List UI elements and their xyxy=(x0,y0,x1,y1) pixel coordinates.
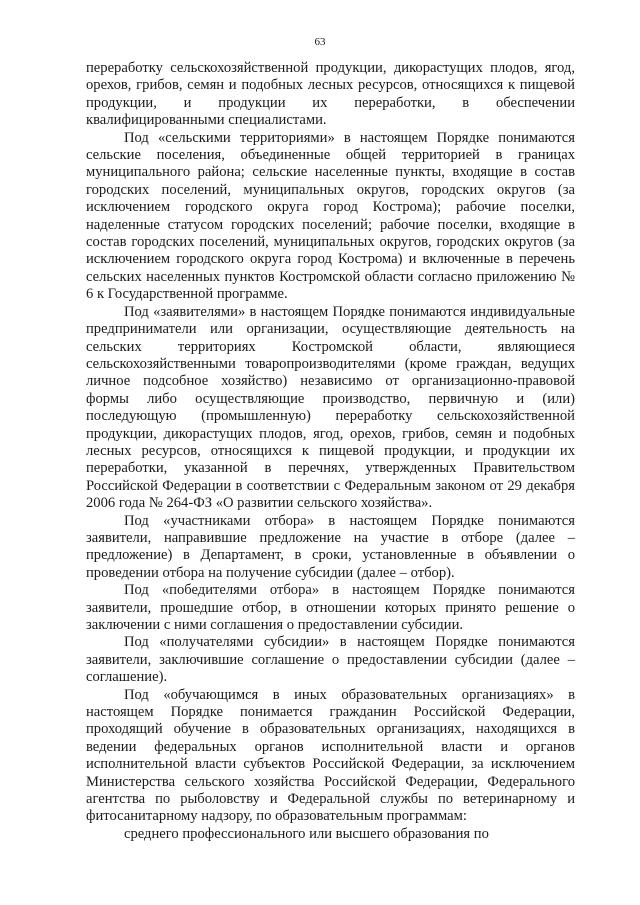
paragraph-rural-territories: Под «сельскими территориями» в настоящем Порядке понимаются сельские поселения, объединенные общей территорией в границах муниципального района; сельские населенные пункты, входящие в состав городских поселений, муниципальных округов, городских округов (за исключением городского округа город Кострома); рабочие поселки, наделенные статусом городских поселений; рабочие поселки, входящие в состав городских поселений, муниципальных округов, городских округов (за исключением городского округа город Кострома) и включенные в перечень сельских населенных пунктов Костромской области согласно приложению № 6 к Государственной программе. xyxy=(86,129,575,303)
paragraph-selection-participants: Под «участниками отбора» в настоящем Порядке понимаются заявители, направившие предложение на участие в отборе (далее – предложение) в Департамент, в сроки, установленные в объявлении о проведении отбора на получение субсидии (далее – отбор). xyxy=(86,512,575,581)
document-body xyxy=(86,60,575,843)
paragraph-continuation: переработку сельскохозяйственной продукции, дикорастущих плодов, ягод, орехов, грибов, семян и подобных лесных ресурсов, относящихся к пищевой продукции, и продукции их переработки, в обеспечении квалифицированными специалистами. xyxy=(86,60,575,129)
paragraph-subsidy-recipients: Под «получателями субсидии» в настоящем Порядке понимаются заявители, заключившие соглашение о предоставлении субсидии (далее – соглашение). xyxy=(86,634,575,686)
paragraph-education-programs: среднего профессионального или высшего образования по xyxy=(124,825,489,842)
page-number: 63 xyxy=(314,36,326,48)
paragraph-applicants: Под «заявителями» в настоящем Порядке понимаются индивидуальные предприниматели или организации, осуществляющие деятельность на сельских территориях Костромской области, являющиеся сельскохозяйственными товаропроизводителями (кроме граждан, ведущих личное подсобное хозяйство) независимо от организационно-правовой формы либо осуществляющие производство, первичную и (или) последующую (промышленную) переработку сельскохозяйственной продукции, дикорастущих плодов, ягод, орехов, грибов, семян и подобных лесных ресурсов, относящихся к пищевой продукции, и продукции их переработки, указанной в перечнях, утвержденных Правительством Российской Федерации в соответствии с Федеральным законом от 29 декабря 2006 года № 264-ФЗ «О развитии сельского хозяйства». xyxy=(86,303,575,512)
paragraph-students-other-organizations: Под «обучающимся в иных образовательных организациях» в настоящем Порядке понимается гражданин Российской Федерации, проходящий обучение в образовательных организациях, находящихся в ведении федеральных органов исполнительной власти и органов исполнительной власти субъектов Российской Федерации, за исключением Министерства сельского хозяйства Российской Федерации, Федерального агентства по рыболовству и Федеральной службы по ветеринарному и фитосанитарному надзору, по образовательным программам: xyxy=(86,686,575,825)
paragraph-selection-winners: Под «победителями отбора» в настоящем Порядке понимаются заявители, прошедшие отбор, в отношении которых принято решение о заключении с ними соглашения о предоставлении субсидии. xyxy=(86,582,575,633)
